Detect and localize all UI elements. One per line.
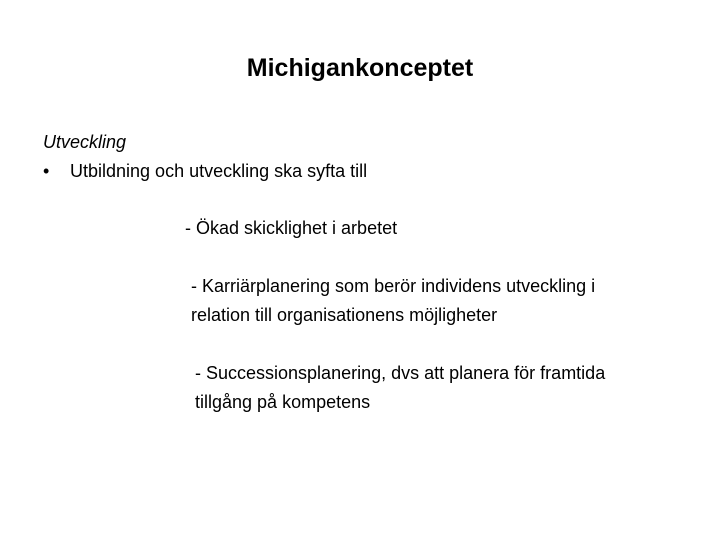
bullet-text: Utbildning och utveckling ska syfta till xyxy=(70,161,368,181)
sub-item-line: - Ökad skicklighet i arbetet xyxy=(185,218,398,238)
sub-item-line: - Successionsplanering, dvs att planera för framtida xyxy=(195,363,606,383)
sub-item-career-planning xyxy=(185,272,595,330)
sub-item-line-continuation: tillgång på kompetens xyxy=(195,392,371,412)
slide-title: Michigankonceptet xyxy=(246,54,474,82)
sub-item-succession-planning xyxy=(185,359,605,417)
bullet-item xyxy=(43,159,367,183)
section-subheading: Utveckling xyxy=(43,132,127,152)
bullet-marker: • xyxy=(43,161,50,181)
sub-item-line: - Karriärplanering som berör individens utveckling i xyxy=(191,276,596,296)
sub-item-skill xyxy=(185,214,397,243)
sub-item-line-continuation: relation till organisationens möjligheter xyxy=(191,305,498,325)
